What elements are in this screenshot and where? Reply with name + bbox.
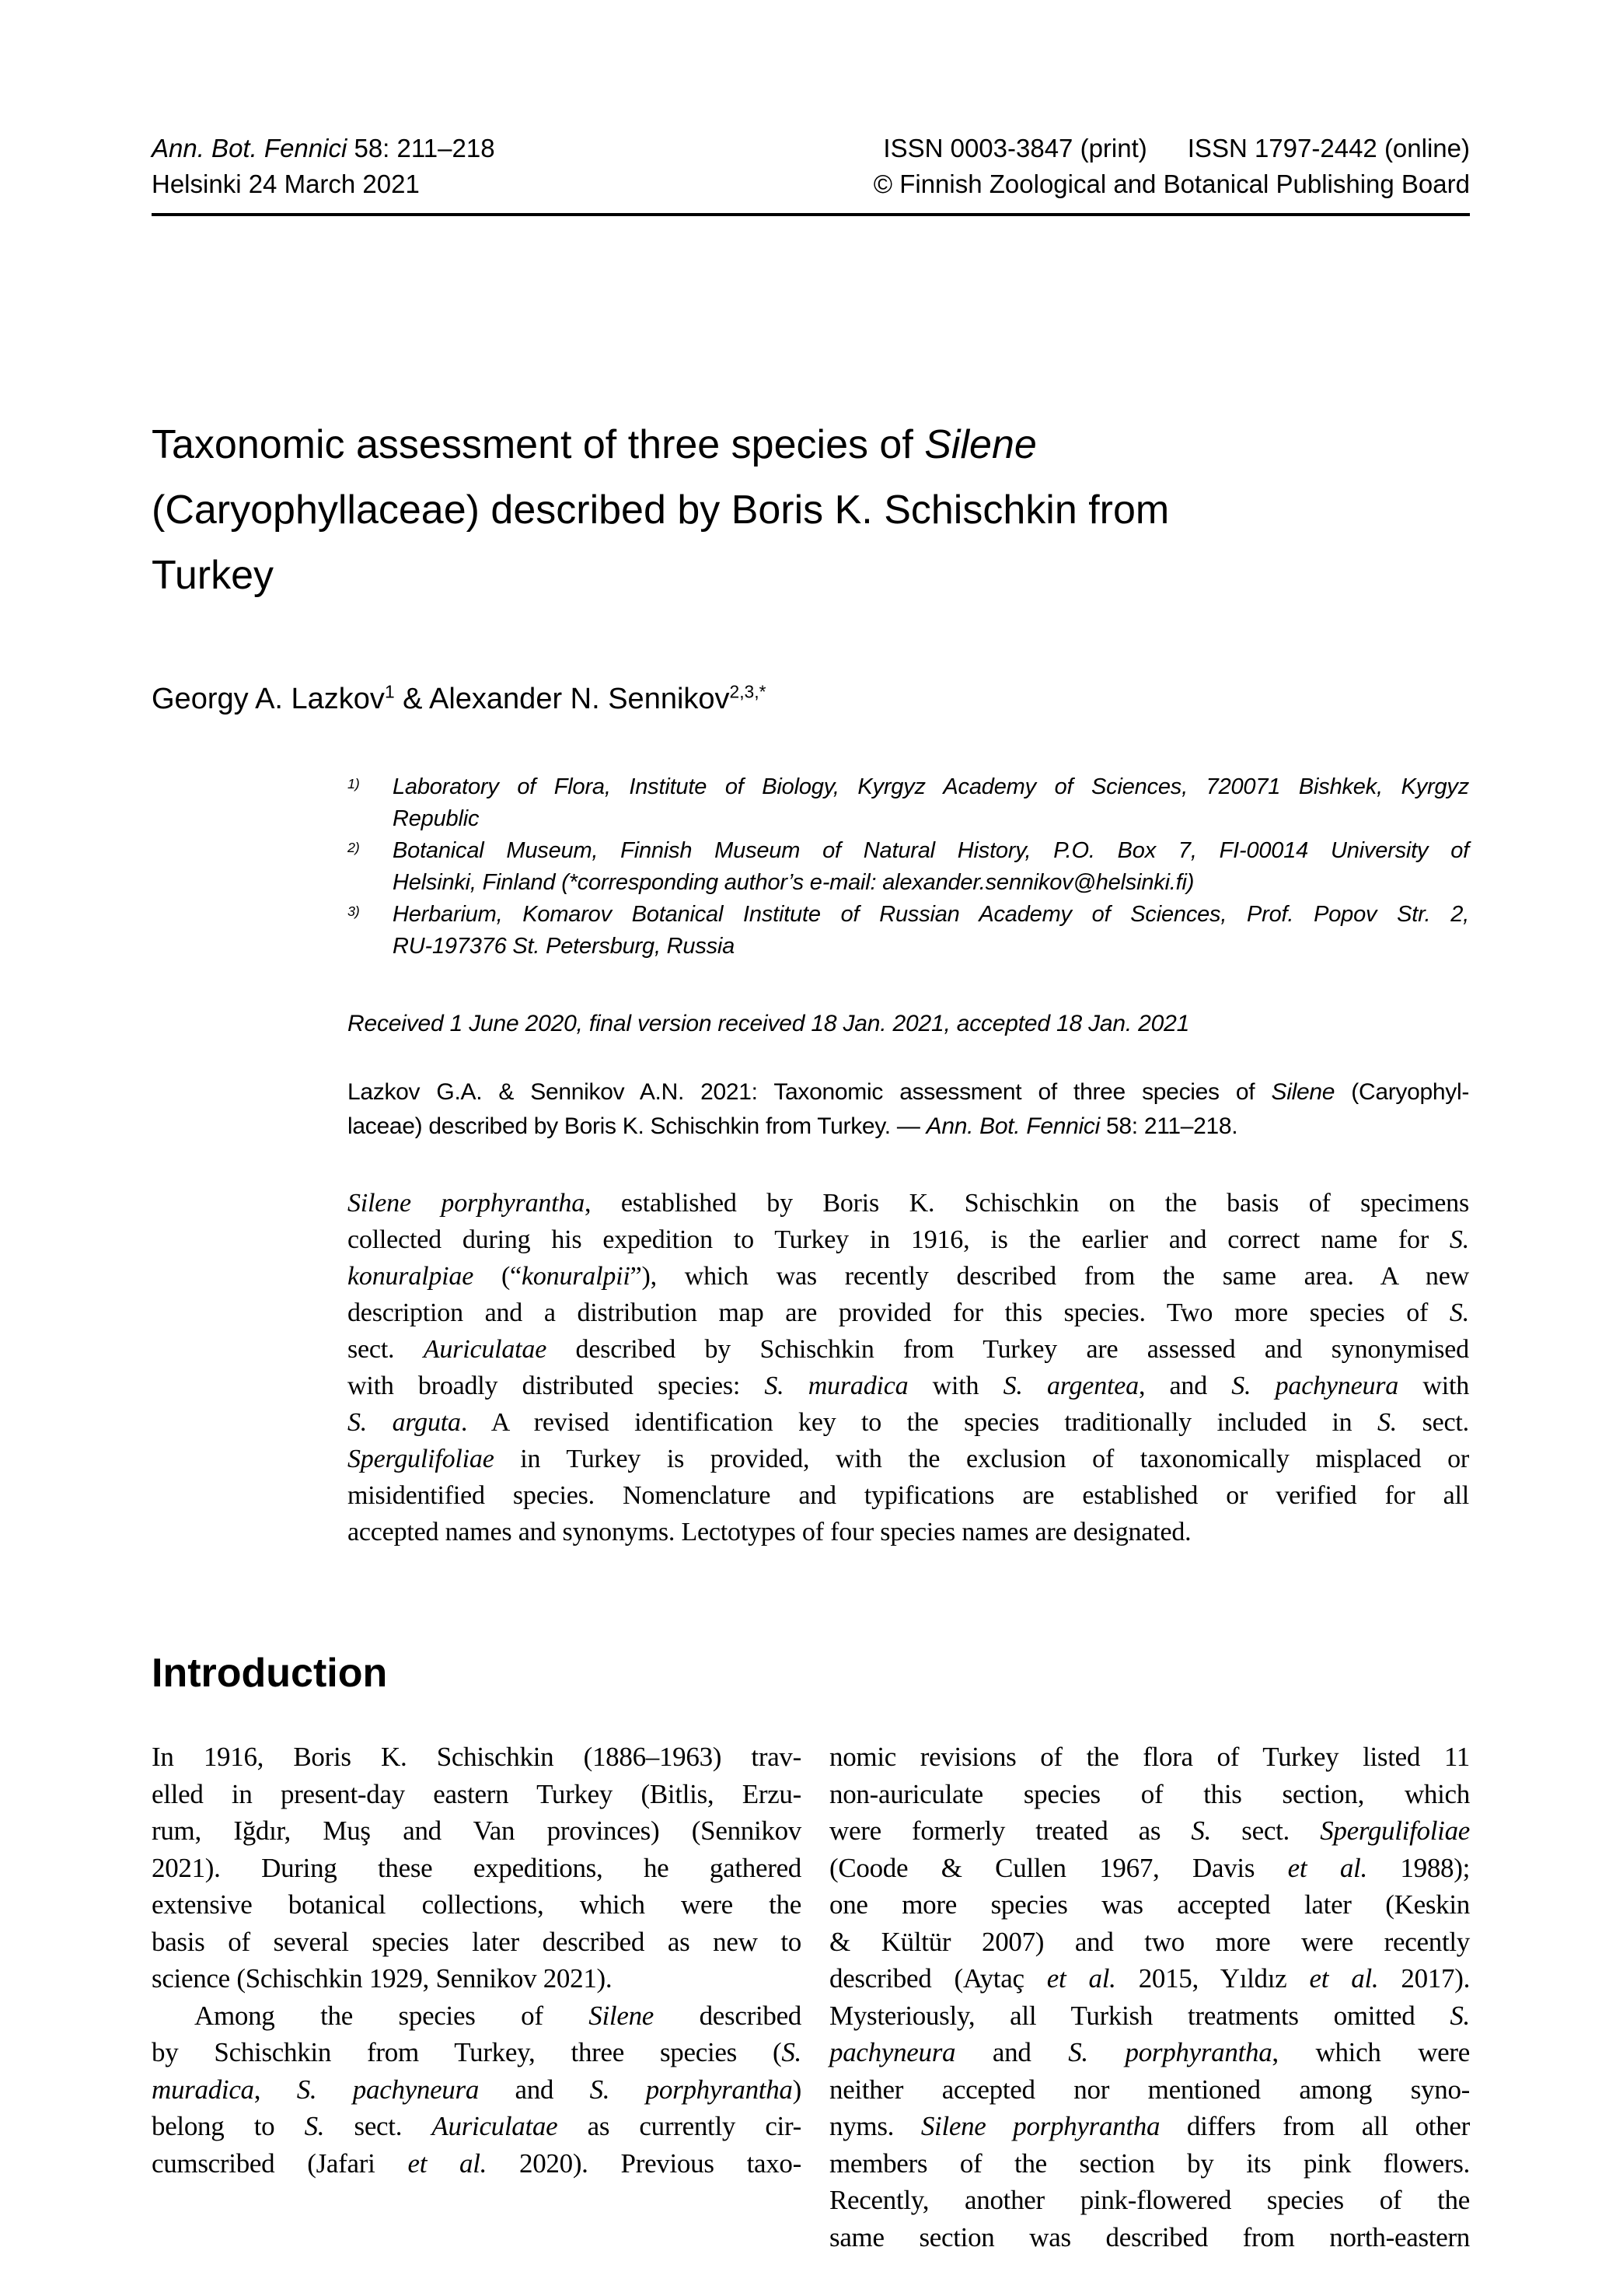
article-title xyxy=(152,412,1489,608)
text-line: with broadly distributed species: S. muradica with S. argentea, and S. pachyneura with xyxy=(347,1372,1470,1400)
text-line: Spergulifoliae in Turkey is provided, with the exclusion of taxonomically misplaced or xyxy=(347,1445,1469,1473)
text-line: Silene porphyrantha, established by Boris K. Schischkin on the basis of specimens xyxy=(347,1189,1469,1218)
text-line: nomic revisions of the flora of Turkey listed 11 xyxy=(829,1742,1470,1772)
affiliation-item xyxy=(347,835,1469,899)
text-line: In 1916, Boris K. Schischkin (1886–1963) trav- xyxy=(152,1742,801,1772)
text-line: Republic xyxy=(393,806,480,831)
text-line: were formerly treated as S. sect. Spergulifoliae xyxy=(829,1815,1470,1846)
text-line: members of the section by its pink flowers. xyxy=(829,2147,1470,2179)
text-line: Taxonomic assessment of three species of Silene xyxy=(152,422,1037,467)
text-line: belong to S. sect. Auriculatae as currently cir- xyxy=(152,2111,801,2141)
text-line: Among the species of Silene described xyxy=(194,2000,802,2031)
text-line: laceae) described by Boris K. Schischkin from Turkey. — Ann. Bot. Fennici 58: 211–218. xyxy=(347,1113,1238,1139)
text-line: extensive botanical collections, which were the xyxy=(152,1889,801,1920)
text-line: elled in present-day eastern Turkey (Bitlis, Erzu- xyxy=(152,1778,801,1809)
text-line: one more species was accepted later (Keskin xyxy=(829,1889,1470,1920)
journal-ref: Ann. Bot. Fennici 58: 211–218 xyxy=(152,134,495,163)
intro-left-column xyxy=(152,1739,801,2256)
issn-group xyxy=(883,131,1470,166)
place-date: Helsinki 24 March 2021 xyxy=(152,169,420,198)
text-line: nyms. Silene porphyrantha differs from all other xyxy=(829,2111,1471,2141)
text-line: same section was described from north-eastern xyxy=(829,2221,1470,2252)
citation xyxy=(347,1075,1469,1144)
text-line: science (Schischkin 1929, Sennikov 2021). xyxy=(152,1963,613,1994)
affiliations xyxy=(347,771,1469,963)
text-line: Laboratory of Flora, Institute of Biology, Kyrgyz Academy of Sciences, 720071 Bishkek, Kyrgyz xyxy=(393,774,1469,799)
received-line: Received 1 June 2020, final version received 18 Jan. 2021, accepted 18 Jan. 2021 xyxy=(347,1011,1190,1036)
abstract xyxy=(347,1185,1469,1550)
text-line: (Caryophyllaceae) described by Boris K. Schischkin from xyxy=(152,488,1170,533)
text-line: Lazkov G.A. & Sennikov A.N. 2021: Taxonomic assessment of three species of Silene (Caryophyl- xyxy=(347,1079,1470,1105)
introduction-heading: Introduction xyxy=(152,1651,388,1696)
issn-print: ISSN 0003-3847 (print) xyxy=(883,134,1147,163)
text-line: sect. Auriculatae described by Schischkin from Turkey are assessed and synonymised xyxy=(347,1335,1469,1364)
intro-right-column xyxy=(829,1739,1470,2256)
text-line: (Coode & Cullen 1967, Davis et al. 1988); xyxy=(829,1852,1470,1883)
journal-header xyxy=(152,131,1470,202)
affiliation-item xyxy=(347,899,1469,963)
text-line: pachyneura and S. porphyrantha, which were xyxy=(829,2037,1470,2067)
intro-columns xyxy=(152,1739,1470,2256)
text-line: Mysteriously, all Turkish treatments omitted S. xyxy=(829,2000,1470,2031)
copyright-line: © Finnish Zoological and Botanical Publishing Board xyxy=(873,169,1470,198)
text-line: Herbarium, Komarov Botanical Institute of Russian Academy of Sciences, Prof. Popov Str. 2, xyxy=(393,902,1469,927)
text-line: konuralpiae (“konuralpii”), which was recently described from the same area. A new xyxy=(347,1262,1469,1291)
text-line: S. arguta. A revised identification key to the species traditionally included in S. sect. xyxy=(347,1408,1469,1437)
text-line: Turkey xyxy=(152,553,274,598)
text-line: cumscribed (Jafari et al. 2020). Previous taxo- xyxy=(152,2147,801,2179)
text-line: neither accepted nor mentioned among syno- xyxy=(829,2074,1470,2105)
text-line: basis of several species later described as new to xyxy=(152,1926,801,1957)
authors-line: Georgy A. Lazkov$^1$ & Alexander N. Sennikov$^{2,3,*}$ xyxy=(152,681,766,715)
affiliation-item xyxy=(347,771,1469,835)
text-line: misidentified species. Nomenclature and typifications are established or verified for all xyxy=(347,1481,1469,1510)
header-row-2 xyxy=(152,166,1470,202)
issn-online: ISSN 1797-2442 (online) xyxy=(1187,134,1470,163)
text-line: rum, Iğdır, Muş and Van provinces) (Sennikov xyxy=(152,1815,801,1846)
header-row-1 xyxy=(152,131,1470,166)
text-line: description and a distribution map are provided for this species. Two more species of S. xyxy=(347,1298,1469,1327)
text-line: Helsinki, Finland (*corresponding author’s e-mail: alexander.sennikov@helsinki.fi) xyxy=(393,870,1195,895)
text-line: 2021). During these expeditions, he gathered xyxy=(152,1852,801,1883)
affiliation-marker: 1) xyxy=(347,776,360,792)
text-line: & Kültür 2007) and two more were recently xyxy=(829,1926,1470,1957)
divider-rule xyxy=(152,213,1470,216)
text-line: RU-197376 St. Petersburg, Russia xyxy=(393,934,735,959)
text-line: Recently, another pink-flowered species of the xyxy=(829,2185,1470,2215)
text-line: described (Aytaç et al. 2015, Yıldız et al. 2017). xyxy=(829,1963,1471,1994)
affiliation-marker: 3) xyxy=(347,903,360,919)
text-line: muradica, S. pachyneura and S. porphyrantha) xyxy=(152,2074,801,2105)
text-line: accepted names and synonyms. Lectotypes of four species names are designated. xyxy=(347,1518,1192,1546)
affiliation-marker: 2) xyxy=(347,840,360,855)
text-line: Botanical Museum, Finnish Museum of Natural History, P.O. Box 7, FI-00014 University of xyxy=(393,838,1469,863)
text-line: non-auriculate species of this section, which xyxy=(829,1778,1470,1809)
text-line: by Schischkin from Turkey, three species (S. xyxy=(152,2037,801,2067)
text-line: collected during his expedition to Turkey in 1916, is the earlier and correct name for S. xyxy=(347,1225,1469,1254)
